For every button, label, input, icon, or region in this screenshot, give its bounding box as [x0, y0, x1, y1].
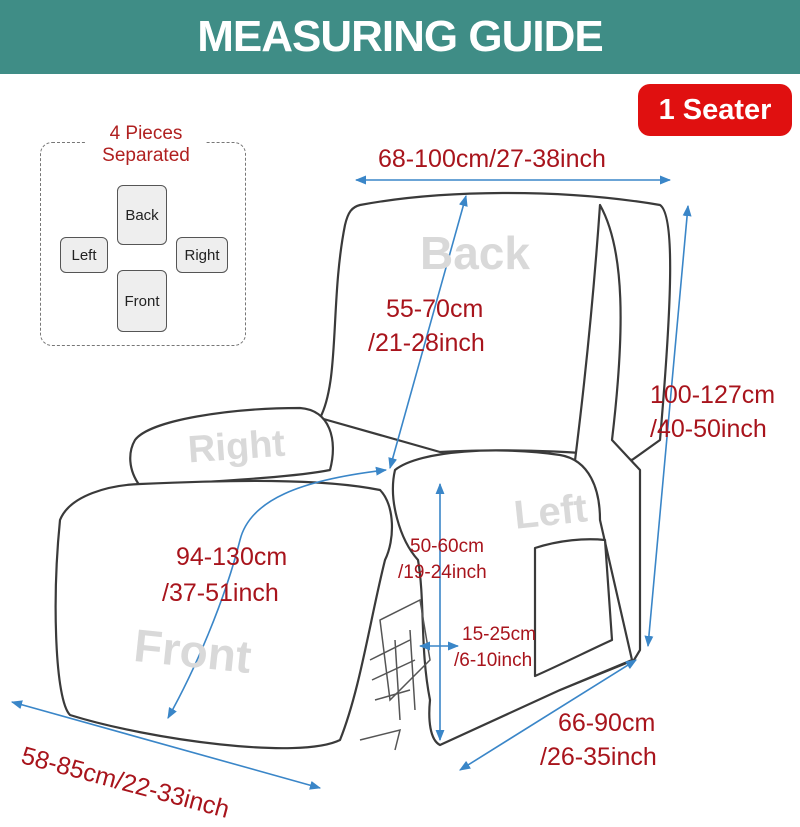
seater-badge: 1 Seater — [638, 84, 792, 136]
chair-label-front: Front — [131, 619, 254, 683]
chair-label-left: Left — [511, 486, 590, 538]
front-length-label-1: 94-130cm — [176, 543, 288, 571]
front-width-label: 58-85cm/22-33inch — [18, 741, 233, 824]
arm-height-label-1: 50-60cm — [410, 536, 484, 557]
front-footrest-shape — [56, 481, 392, 748]
back-height-label-2: /21-28inch — [368, 329, 485, 357]
pieces-title-line2: Separated — [86, 146, 206, 166]
page-title: MEASURING GUIDE — [197, 12, 603, 61]
chair-label-back: Back — [420, 227, 530, 279]
total-height-label-1: 100-127cm — [650, 381, 776, 409]
back-height-label-1: 55-70cm — [386, 295, 484, 323]
total-height-label-2: /40-50inch — [650, 415, 767, 443]
depth-label-1: 66-90cm — [558, 709, 656, 737]
piece-left: Left — [60, 237, 108, 273]
arm-height-label-2: /19-24inch — [398, 562, 487, 583]
top-width-label: 68-100cm/27-38inch — [378, 145, 606, 173]
chair-label-right: Right — [186, 422, 287, 472]
front-length-label-2: /37-51inch — [162, 579, 279, 607]
pieces-title-line1: 4 Pieces — [86, 124, 206, 144]
arm-width-label-2: /6-10inch — [454, 650, 533, 671]
piece-front: Front — [117, 270, 167, 332]
arm-width-label-1: 15-25cm — [462, 624, 536, 645]
piece-right: Right — [176, 237, 228, 273]
depth-label-2: /26-35inch — [540, 743, 657, 771]
piece-back: Back — [117, 185, 167, 245]
